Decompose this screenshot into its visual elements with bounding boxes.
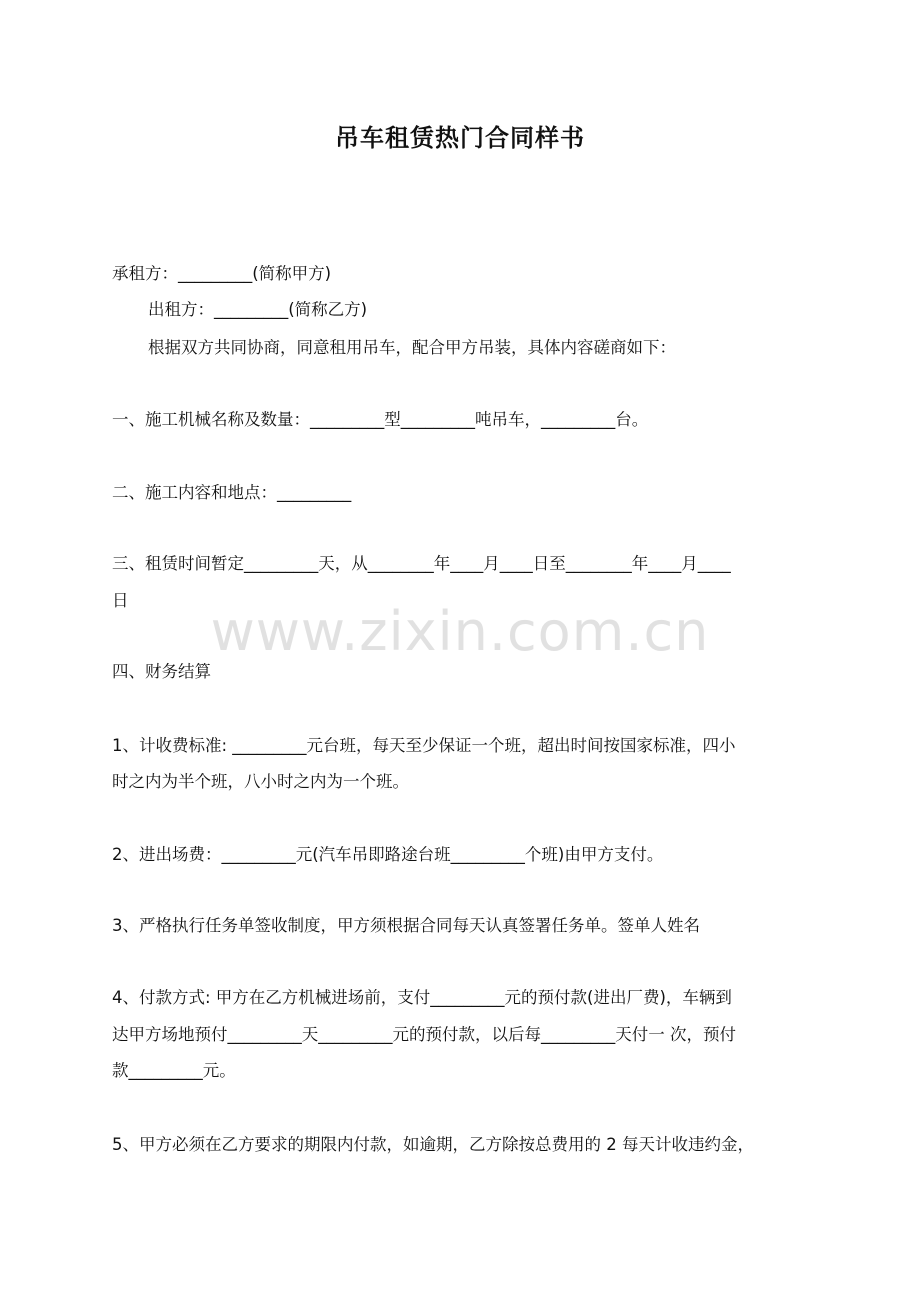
item-3-task-sheet: 3、严格执行任务单签收制度，甲方须根据合同每天认真签署任务单。签单人姓名 [112,916,700,935]
item-4-payment: 4、付款方式: 甲方在乙方机械进场前，支付_________元的预付款(进出厂费)，车辆到 [112,988,732,1007]
clause-4-heading: 四、财务结算 [112,662,211,681]
item-4-payment-cont: 达甲方场地预付_________天_________元的预付款，以后每_________天付一 次，预付 [112,1025,736,1044]
lessee-line: 承租方：_________(简称甲方) [112,264,332,283]
clause-3-period: 三、租赁时间暂定_________天，从________年____月____日至________年____月____ [112,554,731,573]
clause-3-period-cont: 日 [112,591,129,610]
clause-2-location: 二、施工内容和地点：_________ [112,483,352,502]
lessor-line: 出租方：_________(简称乙方) [148,300,368,319]
item-2-entry-fee: 2、进出场费：_________元(汽车吊即路途台班_________个班)由甲方支付。 [112,845,664,864]
item-4-payment-end: 款_________元。 [112,1061,236,1080]
intro-paragraph: 根据双方共同协商，同意租用吊车，配合甲方吊装，具体内容磋商如下： [148,338,676,357]
item-1-fee-standard: 1、计收费标准: _________元台班，每天至少保证一个班，超出时间按国家标准，四小 [112,736,736,755]
item-1-fee-standard-cont: 时之内为半个班，八小时之内为一个班。 [112,772,409,791]
document-title: 吊车租赁热门合同样书 [335,124,585,152]
watermark: www.zixin.com.cn [210,600,710,663]
item-5-penalty: 5、甲方必须在乙方要求的期限内付款，如逾期，乙方除按总费用的 2 每天计收违约金， [112,1135,754,1154]
clause-1-machinery: 一、施工机械名称及数量：_________型_________吨吊车，_________台。 [112,410,649,429]
